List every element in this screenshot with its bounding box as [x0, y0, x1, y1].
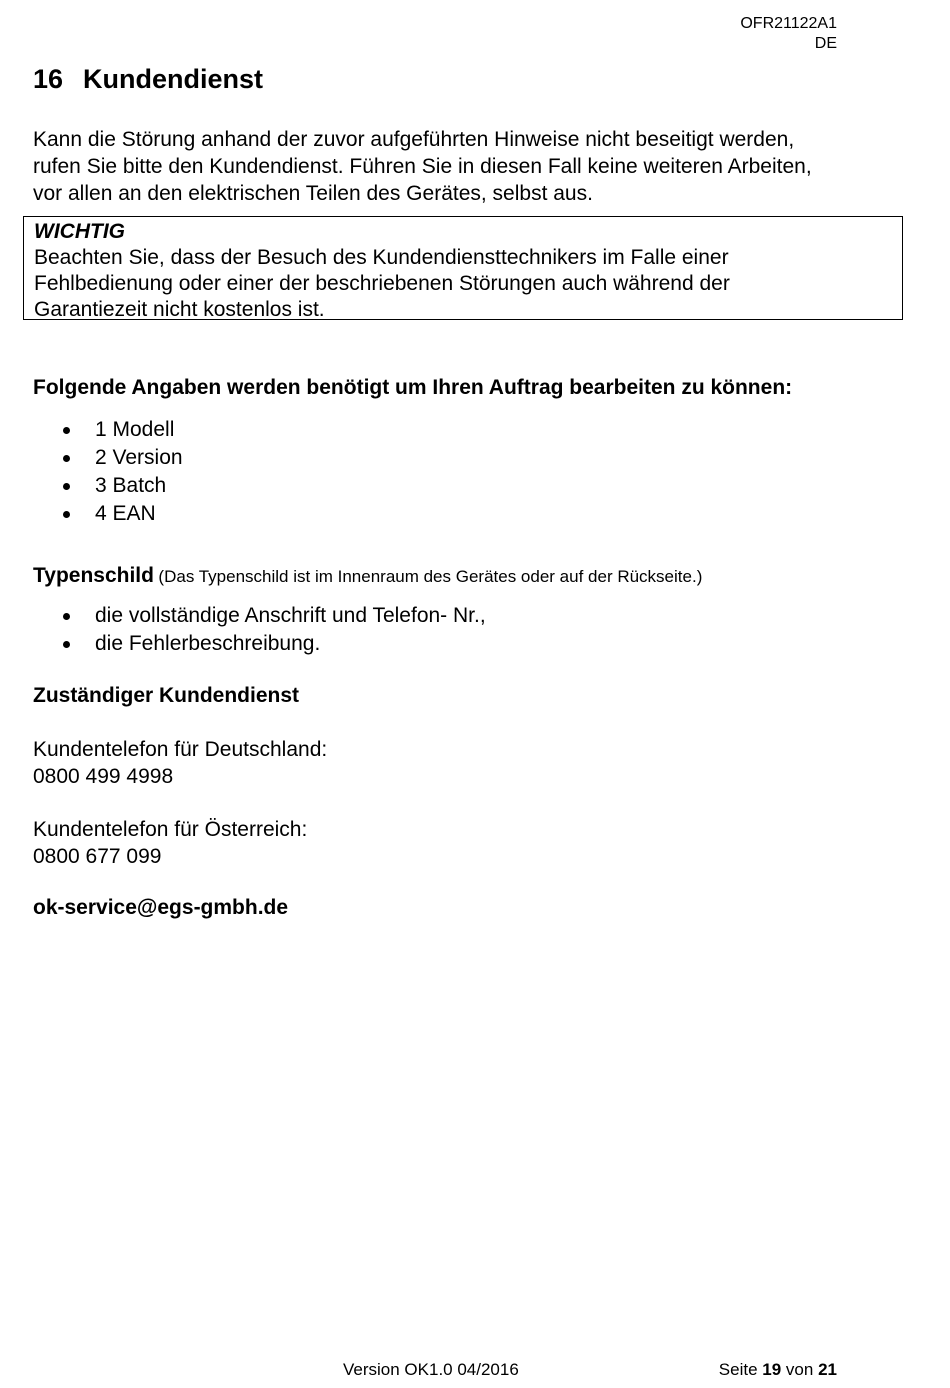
list-item	[33, 630, 486, 658]
notice-label: WICHTIG	[34, 220, 125, 243]
typenschild-note: (Das Typenschild ist im Innenraum des Gerätes oder auf der Rückseite.)	[158, 567, 703, 586]
document-language: DE	[814, 35, 837, 52]
page-separator: von	[785, 1360, 814, 1379]
section-title-text: Kundendienst	[83, 64, 263, 94]
notice-line: Beachten Sie, dass der Besuch des Kundendiensttechnikers im Falle einer	[34, 246, 729, 269]
typenschild-line	[33, 564, 702, 588]
list-item	[33, 602, 486, 630]
section-title	[33, 64, 263, 95]
list-item	[33, 500, 183, 528]
intro-line: Kann die Störung anhand der zuvor aufgeführten Hinweise nicht beseitigt werden,	[33, 128, 795, 151]
intro-paragraph	[33, 126, 913, 207]
contact-germany-label: Kundentelefon für Deutschland:	[33, 738, 328, 761]
document-header	[740, 14, 837, 54]
intro-line: vor allen an den elektrischen Teilen des Gerätes, selbst aus.	[33, 182, 593, 205]
contact-austria-label: Kundentelefon für Österreich:	[33, 818, 308, 841]
list-item-text: 1 Modell	[95, 418, 175, 441]
contact-austria-phone: 0800 677 099	[33, 845, 162, 868]
additional-items-list	[33, 602, 486, 658]
list-item-text: die Fehlerbeschreibung.	[95, 632, 321, 655]
notice-line: Garantiezeit nicht kostenlos ist.	[34, 298, 325, 321]
list-item-text: 2 Version	[95, 446, 183, 469]
section-number: 16	[33, 64, 64, 94]
bullet-icon	[63, 483, 70, 490]
list-item-text: 3 Batch	[95, 474, 167, 497]
info-heading: Folgende Angaben werden benötigt um Ihren Auftrag bearbeiten zu können:	[33, 376, 793, 399]
bullet-icon	[63, 455, 70, 462]
list-item	[33, 416, 183, 444]
page-total: 21	[818, 1360, 837, 1379]
notice-box	[23, 216, 903, 320]
typenschild-label: Typenschild	[33, 564, 154, 587]
required-items-list	[33, 416, 183, 528]
page-current: 19	[762, 1360, 782, 1379]
bullet-icon	[63, 613, 70, 620]
service-heading: Zuständiger Kundendienst	[33, 684, 300, 707]
contact-germany	[33, 736, 327, 790]
list-item	[33, 444, 183, 472]
list-item-text: die vollständige Anschrift und Telefon- Nr.,	[95, 604, 486, 627]
notice-line: Fehlbedienung oder einer der beschriebenen Störungen auch während der	[34, 272, 730, 295]
bullet-icon	[63, 641, 70, 648]
list-item	[33, 472, 183, 500]
footer-version: Version OK1.0 04/2016	[343, 1360, 519, 1379]
service-email: ok-service@egs-gmbh.de	[33, 896, 289, 919]
document-code: OFR21122A1	[740, 15, 837, 32]
page-prefix: Seite	[718, 1360, 758, 1379]
intro-line: rufen Sie bitte den Kundendienst. Führen Sie in diesen Fall keine weiteren Arbeiten,	[33, 155, 812, 178]
contact-austria	[33, 816, 307, 870]
footer-page-number	[719, 1360, 837, 1380]
bullet-icon	[63, 511, 70, 518]
notice-text	[34, 245, 902, 323]
contact-germany-phone: 0800 499 4998	[33, 765, 174, 788]
list-item-text: 4 EAN	[95, 502, 156, 525]
bullet-icon	[63, 427, 70, 434]
